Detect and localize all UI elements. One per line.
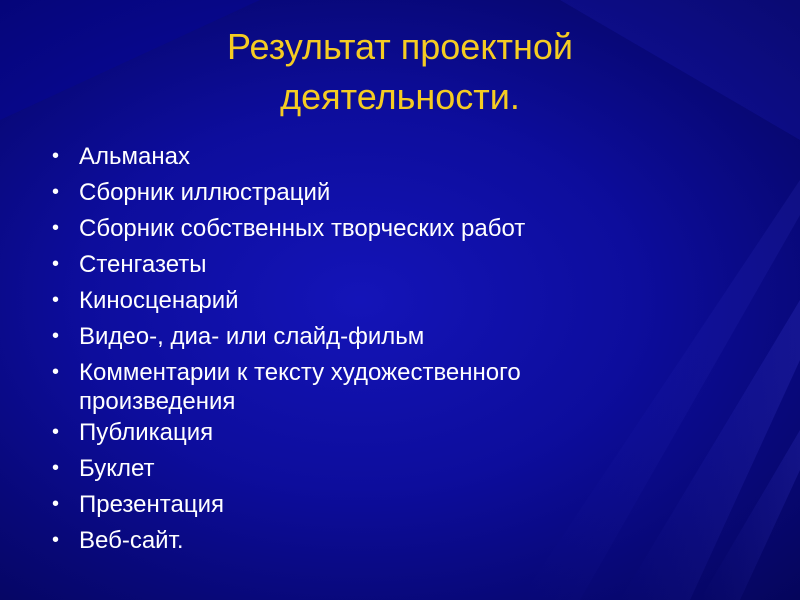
bullet-icon: • [52,253,60,275]
list-item [46,286,766,315]
bullet-icon: • [52,145,60,167]
list-item-text: Видео-, диа- или слайд-фильм [79,323,425,350]
bullet-icon: • [52,325,60,347]
slide-title [0,22,800,122]
list-item [46,322,766,351]
bullet-icon: • [52,181,60,203]
list-item [46,250,766,279]
list-item [46,490,766,519]
bullet-icon: • [52,289,60,311]
list-item-text: Презентация [79,491,224,518]
list-item [46,358,679,416]
list-item-text: Веб-сайт. [79,527,184,554]
list-item-text: Киносценарий [79,287,239,314]
title-line-1: Результат проектной [227,26,573,67]
bullet-icon: • [52,217,60,239]
list-item [46,418,766,447]
list-item [46,142,766,171]
list-item-text: Сборник собственных творческих работ [79,215,526,242]
list-item [46,214,766,243]
list-item [46,178,766,207]
bullet-icon: • [52,457,60,479]
bullet-icon: • [52,361,60,383]
bullet-list [46,142,766,562]
list-item-text: Сборник иллюстраций [79,179,331,206]
list-item-text: Комментарии к тексту художественного произведения [79,359,521,415]
list-item-text: Стенгазеты [79,251,207,278]
title-line-2: деятельности. [280,76,520,117]
bullet-icon: • [52,421,60,443]
list-item-text: Альманах [79,143,190,170]
bullet-icon: • [52,529,60,551]
bullet-icon: • [52,493,60,515]
list-item-text: Буклет [79,455,155,482]
list-item-text: Публикация [79,419,214,446]
list-item [46,526,766,555]
list-item [46,454,766,483]
